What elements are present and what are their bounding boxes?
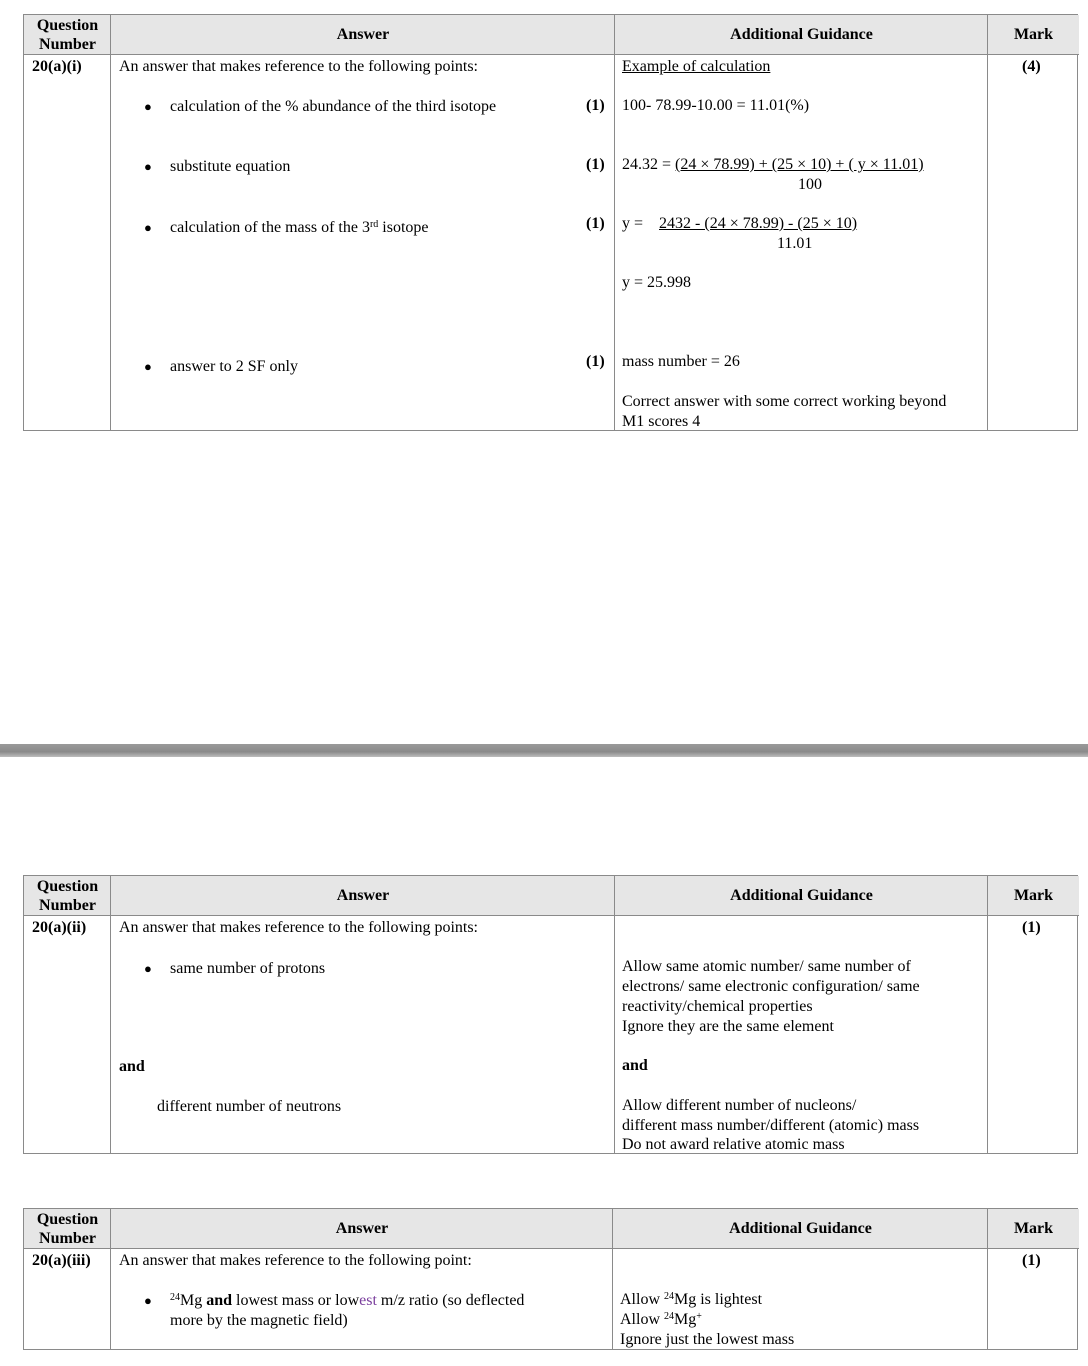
- question-id: 20(a)(ii): [32, 919, 87, 936]
- bullet: ●: [144, 359, 152, 374]
- point-protons: same number of protons: [170, 960, 326, 977]
- total-mark: (4): [1022, 58, 1041, 75]
- mark-scheme-table-20aii: [23, 875, 1078, 1154]
- calc-step-3: y = 2432 - (24 × 78.99) - (25 × 10): [622, 215, 858, 232]
- calc-step-1: 100- 78.99-10.00 = 11.01(%): [622, 97, 810, 114]
- guidance-1-line2: electrons/ same electronic configuration/ same: [622, 978, 920, 995]
- guidance-1-line3: reactivity/chemical properties: [622, 998, 813, 1015]
- header-answer: Answer: [111, 1209, 613, 1249]
- point-mark: (1): [586, 353, 605, 370]
- header-question-number: Question Number: [24, 876, 111, 916]
- point-substitute: substitute equation: [170, 158, 291, 175]
- guidance-2-line3: Do not award relative atomic mass: [622, 1136, 845, 1153]
- calc-step-4: y = 25.998: [622, 274, 692, 291]
- point-mark: (1): [586, 97, 605, 114]
- point-abundance: calculation of the % abundance of the third isotope: [170, 98, 497, 115]
- bullet: ●: [144, 220, 152, 235]
- point-2sf: answer to 2 SF only: [170, 358, 298, 375]
- page-divider: [0, 744, 1088, 757]
- point-mg24-line1: $^{24}$Mg and lowest mass or lowest m/z ratio (so deflected: [170, 1292, 525, 1309]
- guidance-line3: Ignore just the lowest mass: [620, 1331, 795, 1348]
- and-label: and: [119, 1058, 145, 1075]
- bullet: ●: [144, 961, 152, 976]
- example-heading: Example of calculation: [622, 58, 771, 75]
- guidance-note-line2: M1 scores 4: [622, 413, 701, 430]
- guidance-1-line4: Ignore they are the same element: [622, 1018, 834, 1035]
- header-mark: Mark: [988, 1209, 1079, 1249]
- calc-step-5: mass number = 26: [622, 353, 740, 370]
- bullet: ●: [144, 1293, 152, 1308]
- guidance-and-label: and: [622, 1057, 648, 1074]
- point-mg24-line2: more by the magnetic field): [170, 1312, 348, 1329]
- point-mass-third-isotope: calculation of the mass of the 3rd isotope: [170, 219, 429, 236]
- calc-step-3-denominator: 11.01: [777, 235, 813, 252]
- total-mark: (1): [1022, 1252, 1041, 1269]
- guidance-note-line1: Correct answer with some correct working beyond: [622, 393, 947, 410]
- answer-intro: An answer that makes reference to the following point:: [119, 1252, 472, 1269]
- point-neutrons: different number of neutrons: [157, 1098, 342, 1115]
- guidance-line1: Allow $^{24}$Mg is lightest: [620, 1291, 763, 1308]
- answer-intro: An answer that makes reference to the following points:: [119, 58, 478, 75]
- header-question-number: Question Number: [24, 1209, 111, 1249]
- point-mark: (1): [586, 156, 605, 173]
- point-mark: (1): [586, 215, 605, 232]
- header-mark: Mark: [988, 15, 1079, 55]
- calc-step-2: 24.32 = (24 × 78.99) + (25 × 10) + ( y × 11.01): [622, 156, 924, 173]
- answer-intro: An answer that makes reference to the following points:: [119, 919, 478, 936]
- bullet: ●: [144, 159, 152, 174]
- mark-scheme-table-20aiii: [23, 1208, 1078, 1350]
- guidance-1-line1: Allow same atomic number/ same number of: [622, 958, 911, 975]
- question-id: 20(a)(iii): [32, 1252, 91, 1269]
- header-answer: Answer: [111, 876, 615, 916]
- question-id: 20(a)(i): [32, 58, 82, 75]
- guidance-2-line2: different mass number/different (atomic) mass: [622, 1117, 920, 1134]
- bullet: ●: [144, 99, 152, 114]
- header-answer: Answer: [111, 15, 615, 55]
- total-mark: (1): [1022, 919, 1041, 936]
- header-additional-guidance: Additional Guidance: [615, 15, 988, 55]
- mark-scheme-table-20ai: [23, 14, 1078, 431]
- calc-step-2-denominator: 100: [798, 176, 822, 193]
- header-additional-guidance: Additional Guidance: [615, 876, 988, 916]
- guidance-line2: Allow $^{24}$Mg+: [620, 1311, 702, 1328]
- header-mark: Mark: [988, 876, 1079, 916]
- header-question-number: Question Number: [24, 15, 111, 55]
- header-additional-guidance: Additional Guidance: [613, 1209, 988, 1249]
- guidance-2-line1: Allow different number of nucleons/: [622, 1097, 857, 1114]
